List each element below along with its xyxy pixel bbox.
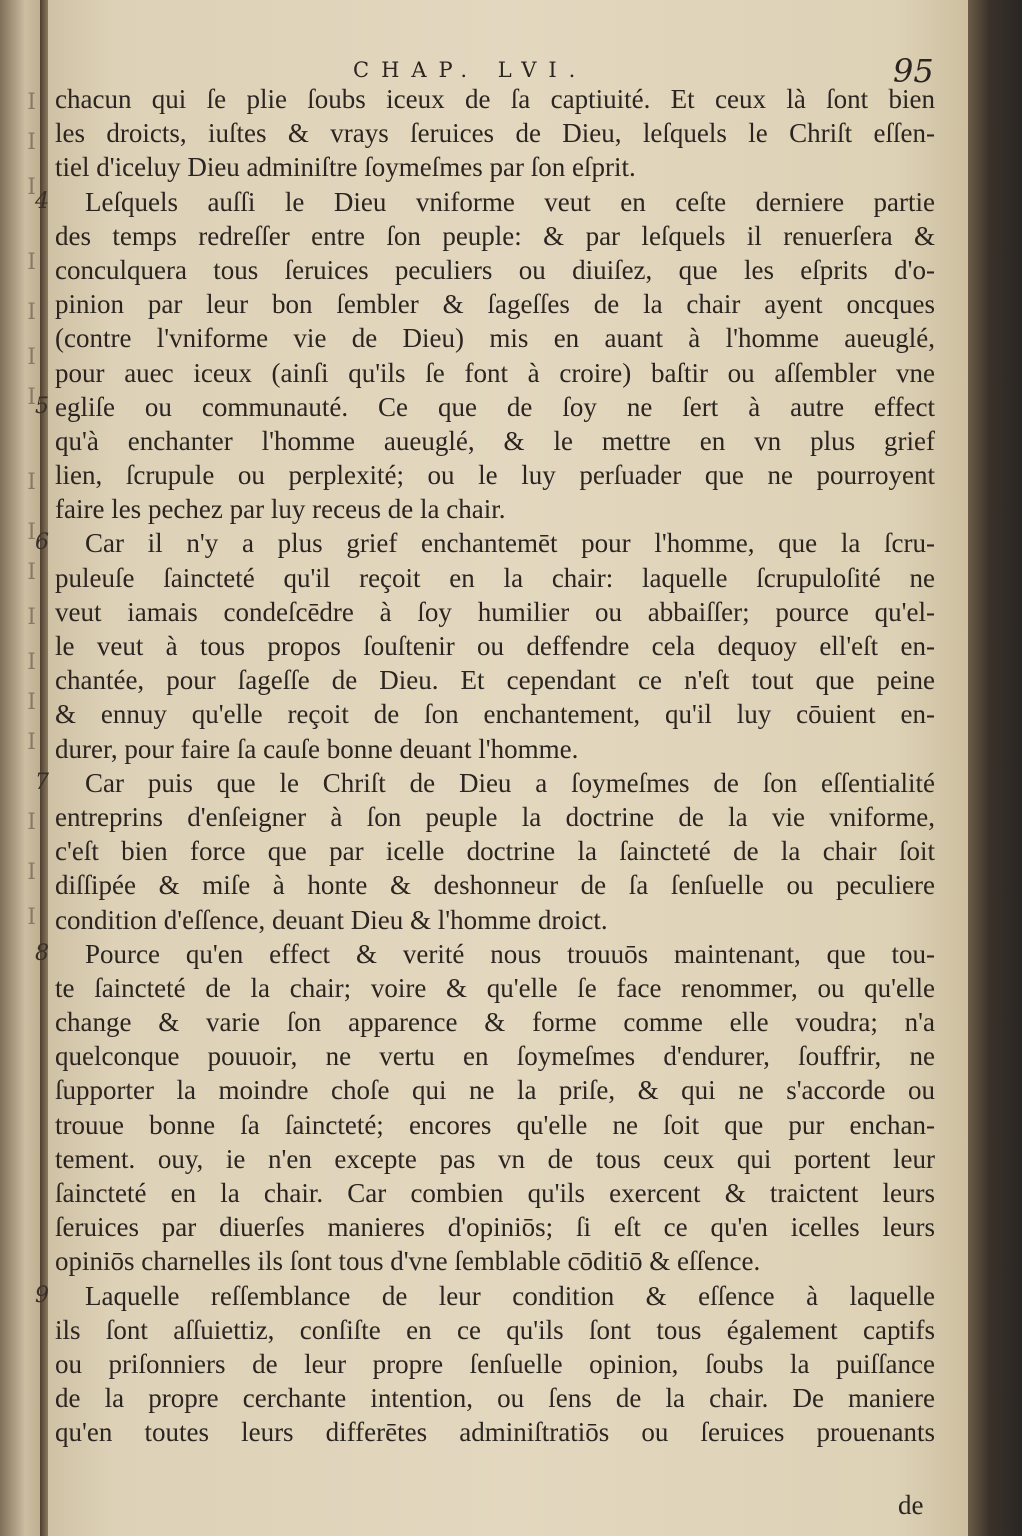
- text-line: [55, 971, 935, 1005]
- line-text: puleuſe ſaincteté qu'il reçoit en la chair: laquelle ſcrupuloſité ne: [55, 562, 935, 593]
- line-text: change & varie ſon apparence & forme comme elle voudra; n'a: [55, 1007, 935, 1038]
- text-line: [35, 526, 935, 560]
- previous-page-mark: I: [27, 560, 36, 585]
- text-line: [55, 903, 935, 937]
- previous-page-mark: I: [27, 300, 36, 325]
- text-line: [55, 219, 935, 253]
- line-text: egliſe ou communauté. Ce que de ſoy ne ſert à autre effect: [55, 391, 935, 422]
- text-line: [55, 1108, 935, 1142]
- previous-page-mark: I: [27, 345, 36, 370]
- line-text: chacun qui ſe plie ſoubs iceux de ſa captiuité. Et ceux là ſont bien: [55, 84, 935, 114]
- line-text: conculquera tous ſeruices peculiers ou diuiſez, que les eſprits d'o-: [55, 254, 935, 285]
- page-edge-shadow: [968, 0, 1022, 1536]
- text-line: [35, 937, 935, 971]
- paragraph-number: 6: [35, 530, 49, 556]
- line-text: de la propre cerchante intention, ou ſens de la chair. De maniere: [55, 1383, 935, 1414]
- line-text: ſupporter la moindre choſe qui ne la priſe, & qui ne s'accorde ou: [55, 1075, 935, 1106]
- line-text: tiel d'iceluy Dieu adminiſtre ſoymeſmes par ſon eſprit.: [55, 152, 636, 183]
- text-line: [55, 834, 935, 868]
- text-line: [55, 1005, 935, 1039]
- paragraph-number: 8: [35, 940, 49, 966]
- line-text: ils ſont aſſuiettiz, conſiſte en ce qu'ils ſont tous également captifs: [55, 1314, 935, 1345]
- paragraph-number: 9: [35, 1282, 49, 1308]
- text-line: [55, 561, 935, 595]
- line-text: Leſquels auſſi le Dieu vniforme veut en ceſte derniere partie: [85, 186, 935, 217]
- line-text: quelconque pouuoir, ne vertu en ſoymeſmes d'endurer, ſouffrir, ne: [55, 1041, 935, 1072]
- previous-page-mark: I: [27, 175, 36, 200]
- line-text: durer, pour faire ſa cauſe bonne deuant l'homme.: [55, 733, 579, 764]
- text-line: [55, 82, 935, 116]
- text-line: [55, 1039, 935, 1073]
- line-text: les droicts, iuſtes & vrays ſeruices de Dieu, leſquels le Chriſt eſſen-: [55, 118, 935, 149]
- text-line: [55, 663, 935, 697]
- line-text: Car puis que le Chriſt de Dieu a ſoymeſmes de ſon eſſentialité: [85, 767, 935, 798]
- text-line: [55, 732, 935, 766]
- text-line: [35, 1279, 935, 1313]
- line-text: pour auec iceux (ainſi qu'ils ſe font à croire) baſtir ou aſſembler vne: [55, 357, 935, 388]
- previous-page-mark: I: [27, 650, 36, 675]
- line-text: diſſipée & miſe à honte & deshonneur de ſa ſenſuelle ou peculiere: [55, 870, 935, 901]
- text-line: [55, 1142, 935, 1176]
- line-text: condition d'eſſence, deuant Dieu & l'homme droict.: [55, 904, 608, 935]
- text-line: [55, 1244, 935, 1278]
- line-text: qu'à enchanter l'homme aueuglé, & le mettre en vn plus grief: [55, 425, 935, 456]
- text-line: [35, 766, 935, 800]
- line-text: ou priſonniers de leur propre ſenſuelle opinion, ſoubs la puiſſance: [55, 1348, 935, 1379]
- paragraph-number: 4: [35, 188, 49, 214]
- text-line: [55, 1347, 935, 1381]
- line-text: pinion par leur bon ſembler & ſageſſes de la chair ayent oncques: [55, 289, 935, 320]
- text-line: [55, 1176, 935, 1210]
- text-line: [55, 458, 935, 492]
- line-text: (contre l'vniforme vie de Dieu) mis en auant à l'homme aueuglé,: [55, 323, 935, 354]
- line-text: ſeruices par diuerſes manieres d'opiniōs; ſi eſt ce qu'en icelles leurs: [55, 1212, 935, 1243]
- line-text: faire les pechez par luy receus de la chair.: [55, 494, 506, 525]
- text-line: [55, 595, 935, 629]
- text-line: [55, 321, 935, 355]
- text-line: [55, 1313, 935, 1347]
- line-text: trouue bonne ſa ſaincteté; encores qu'elle ne ſoit que pur enchan-: [55, 1109, 935, 1140]
- text-line: [55, 150, 935, 184]
- line-text: Pource qu'en effect & verité nous trouuōs maintenant, que tou-: [85, 938, 935, 969]
- previous-page-mark: I: [27, 605, 36, 630]
- previous-page-mark: I: [27, 730, 36, 755]
- text-line: [35, 185, 935, 219]
- page-number: 95: [893, 52, 934, 90]
- text-line: [35, 390, 935, 424]
- text-line: [55, 1210, 935, 1244]
- line-text: des temps redreſſer entre ſon peuple: & par leſquels il renuerſera &: [55, 220, 935, 251]
- paragraph-number: 7: [35, 769, 49, 795]
- text-line: [55, 1415, 935, 1449]
- line-text: c'eſt bien force que par icelle doctrine la ſaincteté de la chair ſoit: [55, 836, 935, 867]
- line-text: opiniōs charnelles ils ſont tous d'vne ſemblable cōditiō & eſſence.: [55, 1246, 761, 1277]
- line-text: lien, ſcrupule ou perplexité; ou le luy perſuader que ne pourroyent: [55, 460, 935, 491]
- line-text: qu'en toutes leurs differētes adminiſtratiōs ou ſeruices prouenants: [55, 1417, 935, 1448]
- text-line: [55, 253, 935, 287]
- line-text: ſaincteté en la chair. Car combien qu'ils exercent & traictent leurs: [55, 1178, 935, 1208]
- book-page: [35, 0, 970, 1536]
- text-line: [55, 868, 935, 902]
- text-line: [55, 1381, 935, 1415]
- previous-page-mark: I: [27, 860, 36, 885]
- text-line: [55, 1073, 935, 1107]
- text-line: [55, 492, 935, 526]
- previous-page-mark: I: [27, 385, 36, 410]
- text-line: [55, 116, 935, 150]
- catchword: de: [898, 1490, 924, 1520]
- line-text: le veut à tous propos ſouſtenir ou deffendre cela dequoy ell'eſt en-: [55, 631, 935, 661]
- line-text: Laquelle reſſemblance de leur condition & eſſence à laquelle: [85, 1280, 935, 1311]
- previous-page-mark: I: [27, 250, 36, 275]
- line-text: chantée, pour ſageſſe de Dieu. Et cependant ce n'eſt tout que peine: [55, 665, 935, 696]
- page-body-text: [35, 82, 935, 1450]
- line-text: Car il n'y a plus grief enchantemēt pour l'homme, que la ſcru-: [85, 528, 935, 559]
- line-text: veut iamais condeſcēdre à ſoy humilier ou abbaiſſer; pource qu'el-: [55, 596, 935, 627]
- text-line: [55, 629, 935, 663]
- previous-page-mark: I: [27, 810, 36, 835]
- previous-page-mark: I: [27, 90, 36, 115]
- line-text: & ennuy qu'elle reçoit de ſon enchantement, qu'il luy cōuient en-: [55, 699, 935, 730]
- text-line: [55, 424, 935, 458]
- text-line: [55, 800, 935, 834]
- text-line: [55, 697, 935, 731]
- previous-page-mark: I: [27, 520, 36, 545]
- text-line: [55, 287, 935, 321]
- previous-page-mark: I: [27, 905, 36, 930]
- line-text: tement. ouy, ie n'en excepte pas vn de tous ceux qui portent leur: [55, 1143, 935, 1174]
- line-text: entreprins d'enſeigner à ſon peuple la doctrine de la vie vniforme,: [55, 801, 935, 832]
- text-line: [55, 356, 935, 390]
- previous-page-mark: I: [27, 470, 36, 495]
- line-text: te ſaincteté de la chair; voire & qu'elle ſe face renommer, ou qu'elle: [55, 972, 935, 1003]
- paragraph-number: 5: [35, 393, 49, 419]
- chapter-heading: CHAP. LVI.: [353, 58, 588, 82]
- previous-page-mark: I: [27, 130, 36, 155]
- previous-page-mark: I: [27, 690, 36, 715]
